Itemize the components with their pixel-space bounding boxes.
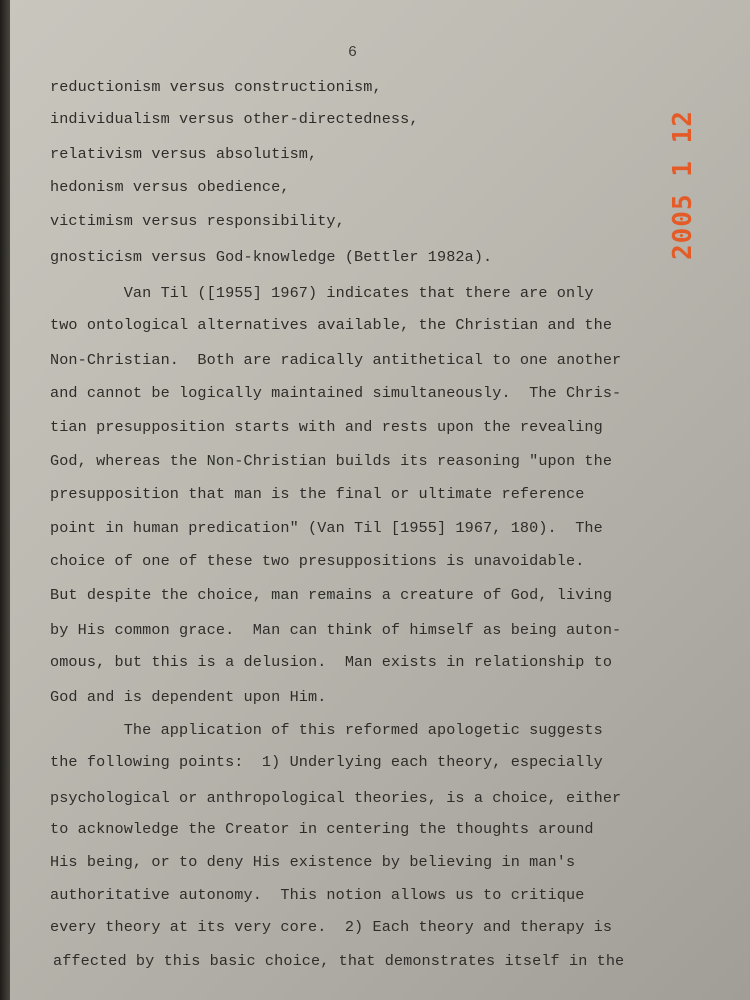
text-line: reductionism versus constructionism, — [50, 78, 382, 96]
text-line: to acknowledge the Creator in centering the thoughts around — [50, 820, 594, 838]
text-line: His being, or to deny His existence by believing in man's — [50, 853, 576, 871]
text-line: God and is dependent upon Him. — [50, 688, 327, 706]
text-line: God, whereas the Non-Christian builds its reasoning "upon the — [50, 452, 613, 470]
text-line: by His common grace. Man can think of himself as being auton- — [50, 621, 622, 639]
text-line: individualism versus other-directedness, — [50, 110, 419, 128]
text-line: But despite the choice, man remains a creature of God, living — [50, 586, 613, 604]
text-line: hedonism versus obedience, — [50, 178, 290, 196]
text-line: omous, but this is a delusion. Man exists in relationship to — [50, 653, 613, 671]
text-line: victimism versus responsibility, — [50, 212, 345, 230]
text-line: affected by this basic choice, that demonstrates itself in the — [53, 952, 625, 970]
body-text — [10, 0, 750, 1000]
text-line: Van Til ([1955] 1967) indicates that there are only — [50, 284, 594, 302]
text-line: two ontological alternatives available, the Christian and the — [50, 316, 613, 334]
text-line: choice of one of these two presuppositions is unavoidable. — [50, 552, 585, 570]
text-line: every theory at its very core. 2) Each theory and therapy is — [50, 918, 613, 936]
text-line: relativism versus absolutism, — [50, 145, 318, 163]
text-line: point in human predication" (Van Til [1955] 1967, 180). The — [50, 519, 603, 537]
text-line: authoritative autonomy. This notion allows us to critique — [50, 886, 585, 904]
text-line: psychological or anthropological theories, is a choice, either — [50, 789, 622, 807]
document-page — [10, 0, 750, 1000]
text-line: tian presupposition starts with and rests upon the revealing — [50, 418, 603, 436]
text-line: Non-Christian. Both are radically antithetical to one another — [50, 351, 622, 369]
text-line: gnosticism versus God-knowledge (Bettler 1982a). — [50, 248, 493, 266]
page-number: 6 — [348, 44, 358, 61]
text-line: and cannot be logically maintained simultaneously. The Chris- — [50, 384, 622, 402]
text-line: the following points: 1) Underlying each theory, especially — [50, 753, 603, 771]
text-line: The application of this reformed apologetic suggests — [50, 721, 603, 739]
camera-date-stamp: 2005 1 12 — [668, 110, 698, 260]
text-line: presupposition that man is the final or ultimate reference — [50, 485, 585, 503]
